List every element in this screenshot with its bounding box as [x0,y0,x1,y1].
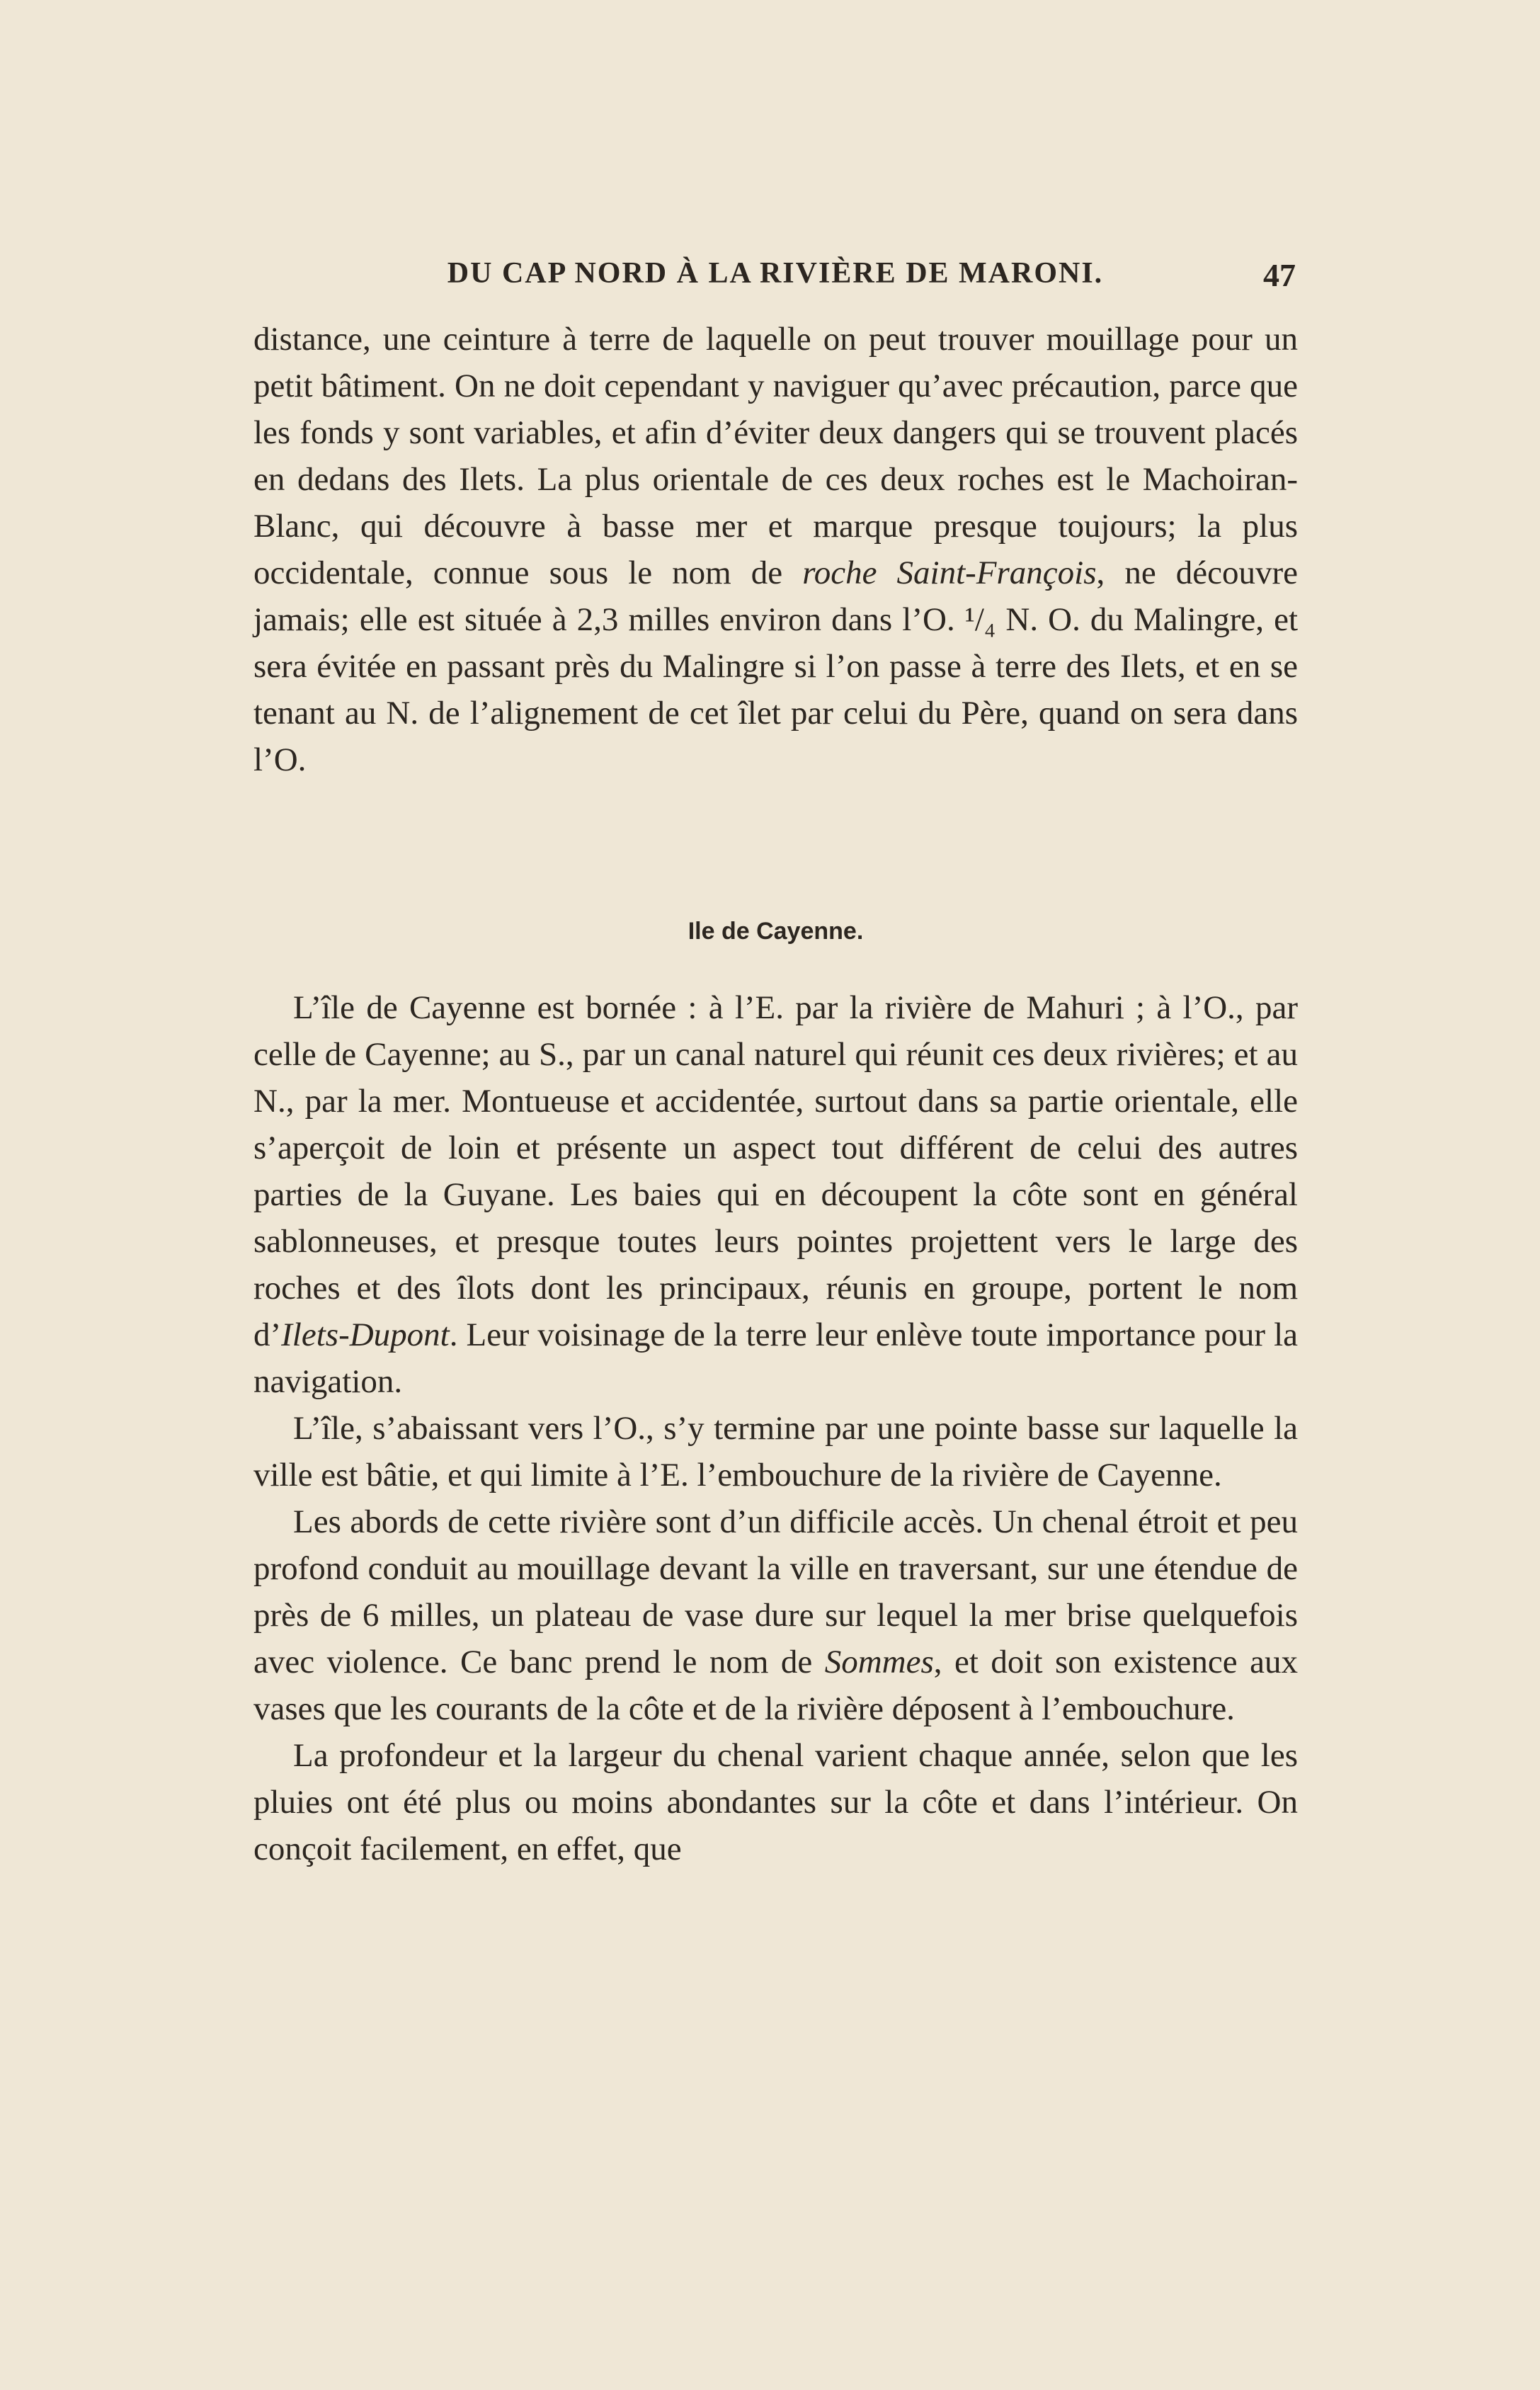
page-header [255,256,1296,306]
running-title: DU CAP NORD À LA RIVIÈRE DE MARONI. [447,257,1104,290]
paragraph-4: La profondeur et la largeur du chenal varient chaque année, selon que les pluies ont été plus ou moins abondantes sur la côte et dans l’intérieur. On conçoit facilement, en effet, que [253,1737,1298,1867]
paragraph-1-italic: Ilets-Dupont [281,1316,450,1353]
paragraph-1 [253,984,1298,1405]
intro-paragraph [253,316,1298,783]
paragraph-1-end: . Leur voisinage de la terre leur enlève toute importance pour la navigation. [253,1316,1298,1400]
paragraph-1-text: L’île de Cayenne est bornée : à l’E. par la rivière de Mahuri ; à l’O., par celle de Cayenne; au S., par un canal naturel qui réunit ces deux rivières; et au N., par la mer. Montueuse et accidentée, surtout dans sa partie orientale, elle s’aperçoit de loin et présente un aspect tout différent de celui des autres parties de la Guyane. Les baies qui en découpent la côte sont en général sablonneuses, et presque toutes leurs pointes projettent vers le large des roches et des îlots dont les principaux, réunis en groupe, portent le nom d’ [253,989,1298,1353]
page-number: 47 [1263,257,1296,293]
section-title: Ile de Cayenne. [688,918,864,945]
paragraph-3-italic: Sommes [824,1644,934,1680]
paragraph-3-text: Les abords de cette rivière sont d’un difficile accès. Un chenal étroit et peu profond conduit au mouillage devant la ville en traversant, sur une étendue de près de 6 milles, un plateau de vase dure sur lequel la mer brise quelquefois avec violence. Ce banc prend le nom de [253,1503,1298,1680]
section-body [253,984,1298,1872]
paragraph-3 [253,1498,1298,1732]
intro-part-1: distance, une ceinture à terre de laquelle on peut trouver mouillage pour un petit bâtiment. On ne doit cependant y naviguer qu’avec précaution, parce que les fonds y sont variables, et afin d’éviter deux dangers qui se trouvent placés en dedans des Ilets. La plus orientale de ces deux roches est le Machoiran-Blanc, qui découvre à basse mer et marque presque toujours; la plus occidentale, connue sous le nom de [253,321,1298,591]
intro-text [253,316,1298,783]
intro-italic: roche Saint-François [802,554,1097,591]
paragraph-3-end: , et doit son existence aux vases que les courants de la côte et de la rivière déposent à l’embouchure. [253,1644,1298,1727]
paragraph-2: L’île, s’abaissant vers l’O., s’y termine par une pointe basse sur laquelle la ville est bâtie, et qui limite à l’E. l’embouchure de la rivière de Cayenne. [253,1410,1298,1493]
intro-part-2: , ne découvre jamais; elle est située à 2,3 milles environ dans l’O. ¹/₄ N. O. du Malingre, et sera évitée en passant près du Malingre si l’on passe à terre des Ilets, et en se tenant au N. de l’alignement de cet îlet par celui du Père, quand on sera dans l’O. [253,554,1298,778]
